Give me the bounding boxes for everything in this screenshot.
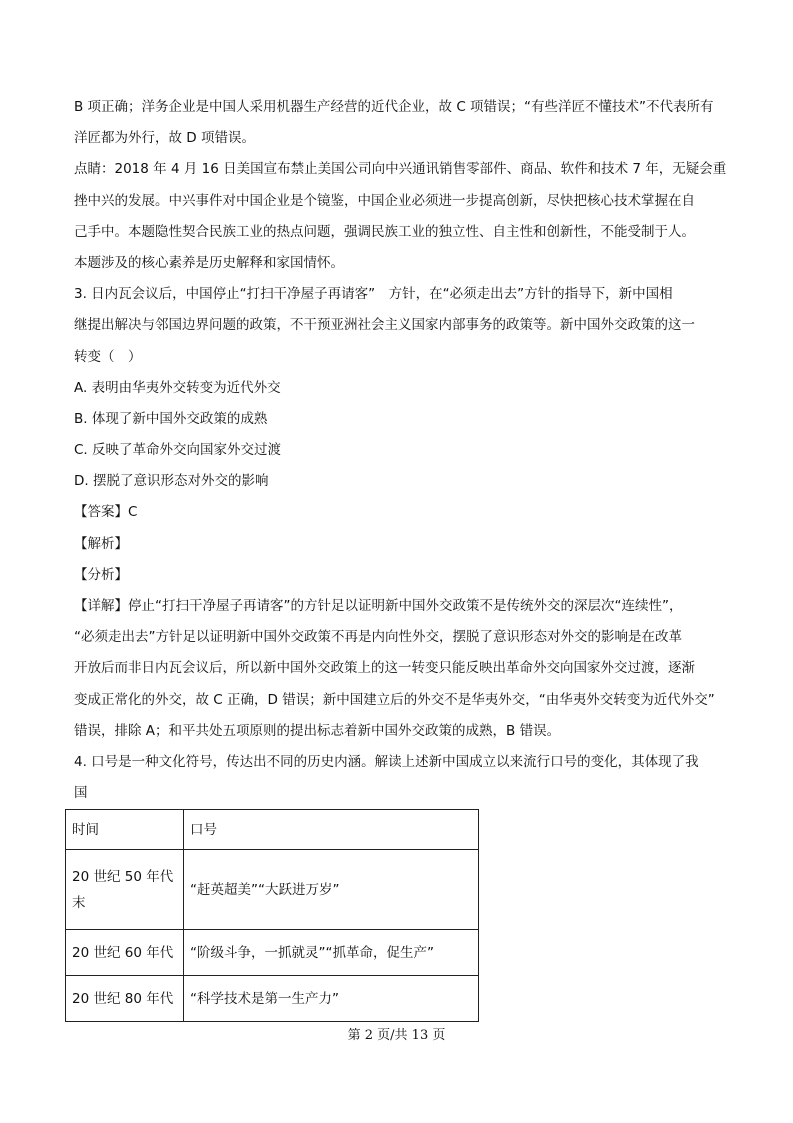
page-number-footer: 第 2 页/共 13 页 [347,1028,446,1043]
explanation-line: “必须走出去”方针足以证明新中国外交政策不再是内向性外交，摆脱了意识形态对外交的影响是在改革 [74,629,682,646]
option-d: D. 摆脱了意识形态对外交的影响 [74,473,269,490]
paragraph-line: B 项正确；洋务企业是中国人采用机器生产经营的近代企业，故 C 项错误；“有些洋匠不懂技术”不代表所有 [74,99,714,115]
question-3-stem: 转变（ ） [74,348,142,365]
answer-label: 【答案】C [74,504,138,521]
question-4-stem: 4. 口号是一种文化符号，传达出不同的历史内涵。解读上述新中国成立以来流行口号的变化，其体现了我 [74,753,699,770]
explanation-line: 错误，排除 A；和平共处五项原则的提出标志着新中国外交政策的成熟，B 错误。 [74,722,561,739]
document-body [74,92,734,809]
table-cell-time: 20 世纪 50 年代末 [66,850,184,930]
question-3-stem: 继提出解决与邻国边界问题的政策，不干预亚洲社会主义国家内部事务的政策等。新中国外交政策的这一 [74,317,695,334]
table-cell-slogan: “阶级斗争，一抓就灵”“抓革命，促生产” [184,930,479,976]
table-header-row [66,810,479,850]
option-a: A. 表明由华夷外交转变为近代外交 [74,379,281,396]
table-cell-time: 20 世纪 80 年代 [66,976,184,1022]
paragraph-line: 本题涉及的核心素养是历史解释和家国情怀。 [74,254,344,271]
table-row [66,930,479,976]
explanation-line: 【详解】停止“打扫干净屋子再请客”的方针足以证明新中国外交政策不是传统外交的深层次“连续性”， [74,598,683,614]
table-header-slogan: 口号 [184,810,479,850]
table-cell-slogan: “科学技术是第一生产力” [184,976,479,1022]
question-4-stem: 国 [74,785,88,802]
paragraph-line: 点睛：2018 年 4 月 16 日美国宣布禁止美国公司向中兴通讯销售零部件、商品、软件和技术 7 年，无疑会重 [74,161,727,178]
option-c: C. 反映了革命外交向国家外交过渡 [74,442,282,459]
table-header-time: 时间 [66,810,184,850]
table-row [66,976,479,1022]
explanation-line: 变成正常化的外交，故 C 正确，D 错误；新中国建立后的外交不是华夷外交，“由华夷外交转变为近代外交” [74,691,715,708]
analysis-subheading: 【分析】 [74,566,128,583]
explanation-line: 开放后而非日内瓦会议后，所以新中国外交政策上的这一转变只能反映出革命外交向国家外交过渡，逐渐 [74,660,695,677]
paragraph-line: 挫中兴的发展。中兴事件对中国企业是个镜鉴，中国企业必须进一步提高创新，尽快把核心技术掌握在自 [74,192,695,209]
paragraph-line: 己手中。本题隐性契合民族工业的热点问题，强调民族工业的独立性、自主性和创新性，不能受制于人。 [74,223,695,240]
table-cell-time: 20 世纪 60 年代 [66,930,184,976]
slogan-table [65,809,479,1022]
paragraph-line: 洋匠都为外行，故 D 项错误。 [74,130,255,147]
table-row [66,850,479,930]
option-b: B. 体现了新中国外交政策的成熟 [74,410,268,427]
analysis-label: 【解析】 [74,535,128,552]
question-3-stem: 3. 日内瓦会议后，中国停止“打扫干净屋子再请客” 方针，在“必须走出去”方针的指导下，新中国相 [74,286,673,303]
table-cell-slogan: “赶英超美”“大跃进万岁” [184,850,479,930]
